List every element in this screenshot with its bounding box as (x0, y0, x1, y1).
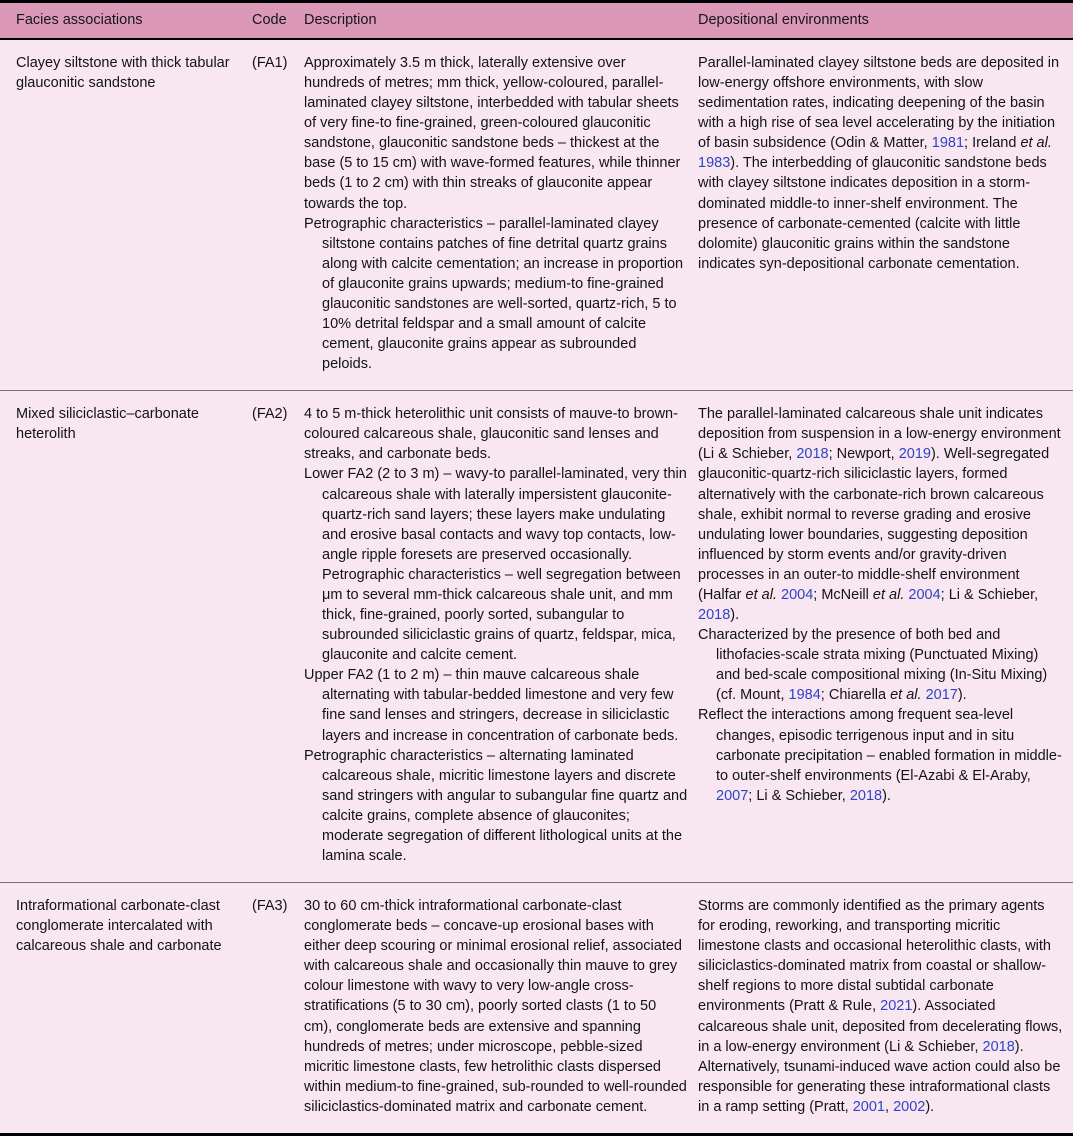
citation-year-link[interactable]: 1981 (931, 135, 965, 152)
environment-paragraph (698, 705, 1063, 805)
body-text: 4 to 5 m-thick heterolithic unit consists of mauve-to brown-coloured calcareous shale, glauconitic sand lenses and streaks, and carbonate beds. (304, 406, 678, 463)
body-text: The parallel-laminated calcareous shale unit indicates deposition from suspension in a low-energy environment (Li & Schieber, (698, 406, 1061, 463)
body-text: ; Newport, (828, 446, 899, 463)
table-body (0, 39, 1073, 1133)
column-header-depositional-environments: Depositional environments (698, 3, 1073, 39)
column-header-code: Code (252, 3, 304, 39)
body-text: Approximately 3.5 m thick, laterally extensive over hundreds of metres; mm thick, yellow-coloured, parallel-laminated clayey siltstone, interbedded with tabular sheets of very fine-to fine-grained, green-coloured glauconitic sandstone, glauconitic sandstone beds – thickest at the base (5 to 15 cm) with wave-formed features, while thinner beds (1 to 2 cm) with thin streaks of glauconite appear towards the top. (304, 55, 681, 212)
citation-year-link[interactable]: 2017 (925, 687, 958, 704)
body-text: Characterized by the presence of both bed and lithofacies-scale strata mixing (Punctuated Mixing) and bed-scale compositional mixing (In-Situ Mixing) (cf. Mount, (698, 627, 1048, 704)
body-text: ). Associated calcareous shale unit, deposited from decelerating flows, in a low-energy environment (Li & Schieber, (698, 998, 1063, 1055)
facies-association-name-cell (0, 391, 252, 883)
environment-paragraph (698, 625, 1063, 705)
citation-et-al: et al. (1020, 135, 1052, 152)
facies-code-cell: (FA1) (252, 39, 304, 391)
description-paragraph (304, 464, 688, 665)
body-text: ). (957, 687, 967, 704)
description-paragraph (304, 746, 688, 866)
citation-year-link[interactable]: 2018 (982, 1038, 1015, 1055)
table-row (0, 39, 1073, 391)
table-row (0, 391, 1073, 883)
citation-et-al: et al. (890, 687, 922, 704)
body-text: Upper FA2 (1 to 2 m) – thin mauve calcareous shale alternating with tabular-bedded limestone and very few fine sand lenses and stringers, decrease in siliciclastic layers and increase in concentration of carbonate beds. (304, 667, 679, 744)
body-text: ). (925, 1098, 935, 1115)
facies-association-name: Intraformational carbonate-clast conglomerate intercalated with calcareous shale and carbonate (16, 898, 222, 955)
body-text: ). Alternatively, tsunami-induced wave action could also be responsible for generating these intraformational clasts in a ramp setting (Pratt, (698, 1038, 1061, 1115)
facies-associations-table (0, 3, 1073, 1133)
facies-association-name: Clayey siltstone with thick tabular glauconitic sandstone (16, 55, 230, 92)
citation-et-al: et al. (745, 586, 777, 603)
column-header-facies-associations: Facies associations (0, 3, 252, 39)
environment-paragraph (698, 896, 1063, 1117)
depositional-environments-cell (698, 391, 1073, 883)
citation-year-link[interactable]: 1983 (698, 155, 731, 172)
description-cell (304, 391, 698, 883)
facies-association-name-cell (0, 883, 252, 1133)
description-paragraph (304, 404, 688, 464)
body-text: Petrographic characteristics – alternating laminated calcareous shale, micritic limestone layers and discrete sand stringers with angular to subangular fine quartz and calcite grains, complete absence of glauconites; moderate segregation of different lithological units at the lamina scale. (304, 747, 688, 864)
environment-paragraph (698, 404, 1063, 625)
citation-year-link[interactable]: 2007 (716, 787, 749, 804)
body-text: Parallel-laminated clayey siltstone beds are deposited in low-energy offshore environments, with slow sedimentation rates, indicating deepening of the basin with a high rise of sea level accelerating by the initiation of basin subsidence (Odin & Matter, (698, 55, 1060, 152)
description-paragraph (304, 665, 688, 745)
facies-association-name-cell (0, 39, 252, 391)
body-text: Lower FA2 (2 to 3 m) – wavy-to parallel-laminated, very thin calcareous shale with laterally impersistent glauconite-quartz-rich sand layers; these layers make undulating and erosive basal contacts and wavy top contacts, low-angle ripple foresets are preserved occasionally. Petrographic characteristics – well segregation between μm to several mm-thick calcareous shale unit, and mm thick, fine-grained, poorly sorted, subangular to subrounded siliciclastic grains of quartz, feldspar, mica, glauconite and calcite cement. (304, 466, 687, 664)
facies-association-name: Mixed siliciclastic–carbonate heterolith (16, 406, 199, 443)
body-text: , (885, 1098, 894, 1115)
body-text: ). Well-segregated glauconitic-quartz-rich siliciclastic layers, formed alternatively with the carbonate-rich brown calcareous shale, exhibit normal to reverse grading and erosive undulating lower boundaries, suggesting deposition influenced by storm events and/or gravity-driven processes in an outer-to middle-shelf environment (Halfar (698, 446, 1050, 603)
citation-year-link[interactable]: 2018 (796, 446, 829, 463)
column-header-description: Description (304, 3, 698, 39)
body-text: ; Chiarella (820, 687, 891, 704)
body-text: ; Ireland (964, 135, 1021, 152)
description-cell (304, 39, 698, 391)
citation-year-link[interactable]: 2018 (698, 607, 731, 624)
facies-code-cell: (FA2) (252, 391, 304, 883)
description-paragraph (304, 53, 688, 214)
body-text: ; Li & Schieber, (940, 586, 1039, 603)
facies-code-cell: (FA3) (252, 883, 304, 1133)
table-header-row (0, 3, 1073, 39)
citation-year-link[interactable]: 2004 (908, 586, 941, 603)
citation-year-link[interactable]: 2018 (849, 787, 883, 804)
table-header (0, 3, 1073, 39)
citation-year-link[interactable]: 2002 (893, 1098, 926, 1115)
citation-year-link[interactable]: 1984 (788, 687, 821, 704)
citation-year-link[interactable]: 2001 (852, 1098, 885, 1115)
citation-et-al: et al. (872, 586, 905, 603)
body-text: ; Li & Schieber, (748, 787, 850, 804)
depositional-environments-cell (698, 883, 1073, 1133)
body-text: 30 to 60 cm-thick intraformational carbonate-clast conglomerate beds – concave-up erosional bases with either deep scouring or minimal erosional relief, associated with calcareous shale and occasionally thin mauve to grey colour limestone with wavy to very low-angle cross-stratifications (5 to 30 cm), poorly sorted clasts (1 to 50 cm), conglomerate beds are extensive and spanning hundreds of metres; under microscope, pebble-sized micritic limestone clasts, few hetrolithic clasts dispersed within medium-to fine-grained, sub-rounded to well-rounded siliciclastics-dominated matrix and carbonate cement. (304, 898, 687, 1115)
body-text: ). (730, 607, 740, 624)
body-text: ). The interbedding of glauconitic sandstone beds with clayey siltstone indicates deposition in a storm-dominated middle-to inner-shelf environment. The presence of carbonate-cemented (calcite with little dolomite) glauconitic grains within the sandstone indicates syn-depositional carbonate cementation. (698, 155, 1047, 272)
body-text: ). (882, 787, 891, 804)
body-text: Storms are commonly identified as the primary agents for eroding, reworking, and transporting micritic limestone clasts and occasional heterolithic clasts, with siliciclastics-dominated matrix from coastal or shallow-shelf regions to more distal subtidal carbonate environments (Pratt & Rule, (698, 898, 1051, 1015)
citation-year-link[interactable]: 2019 (898, 446, 931, 463)
depositional-environments-cell (698, 39, 1073, 391)
description-cell (304, 883, 698, 1133)
body-text: Reflect the interactions among frequent sea-level changes, episodic terrigenous input and in situ carbonate precipitation – enabled formation in middle-to outer-shelf environments (El-Azabi & El-Araby, (698, 707, 1062, 784)
citation-year-link[interactable]: 2004 (781, 586, 814, 603)
description-paragraph (304, 214, 688, 375)
description-paragraph (304, 896, 688, 1117)
citation-year-link[interactable]: 2021 (880, 998, 913, 1015)
body-text: Petrographic characteristics – parallel-laminated clayey siltstone contains patches of fine detrital quartz grains along with calcite cementation; an increase in proportion of glauconite grains upwards; medium-to fine-grained glauconitic sandstones are well-sorted, quartz-rich, 5 to 10% detrital feldspar and a small amount of calcite cement, glauconite grains appear as subrounded peloids. (304, 215, 684, 373)
body-text: ; McNeill (813, 586, 873, 603)
table-row (0, 883, 1073, 1133)
environment-paragraph (698, 53, 1063, 274)
